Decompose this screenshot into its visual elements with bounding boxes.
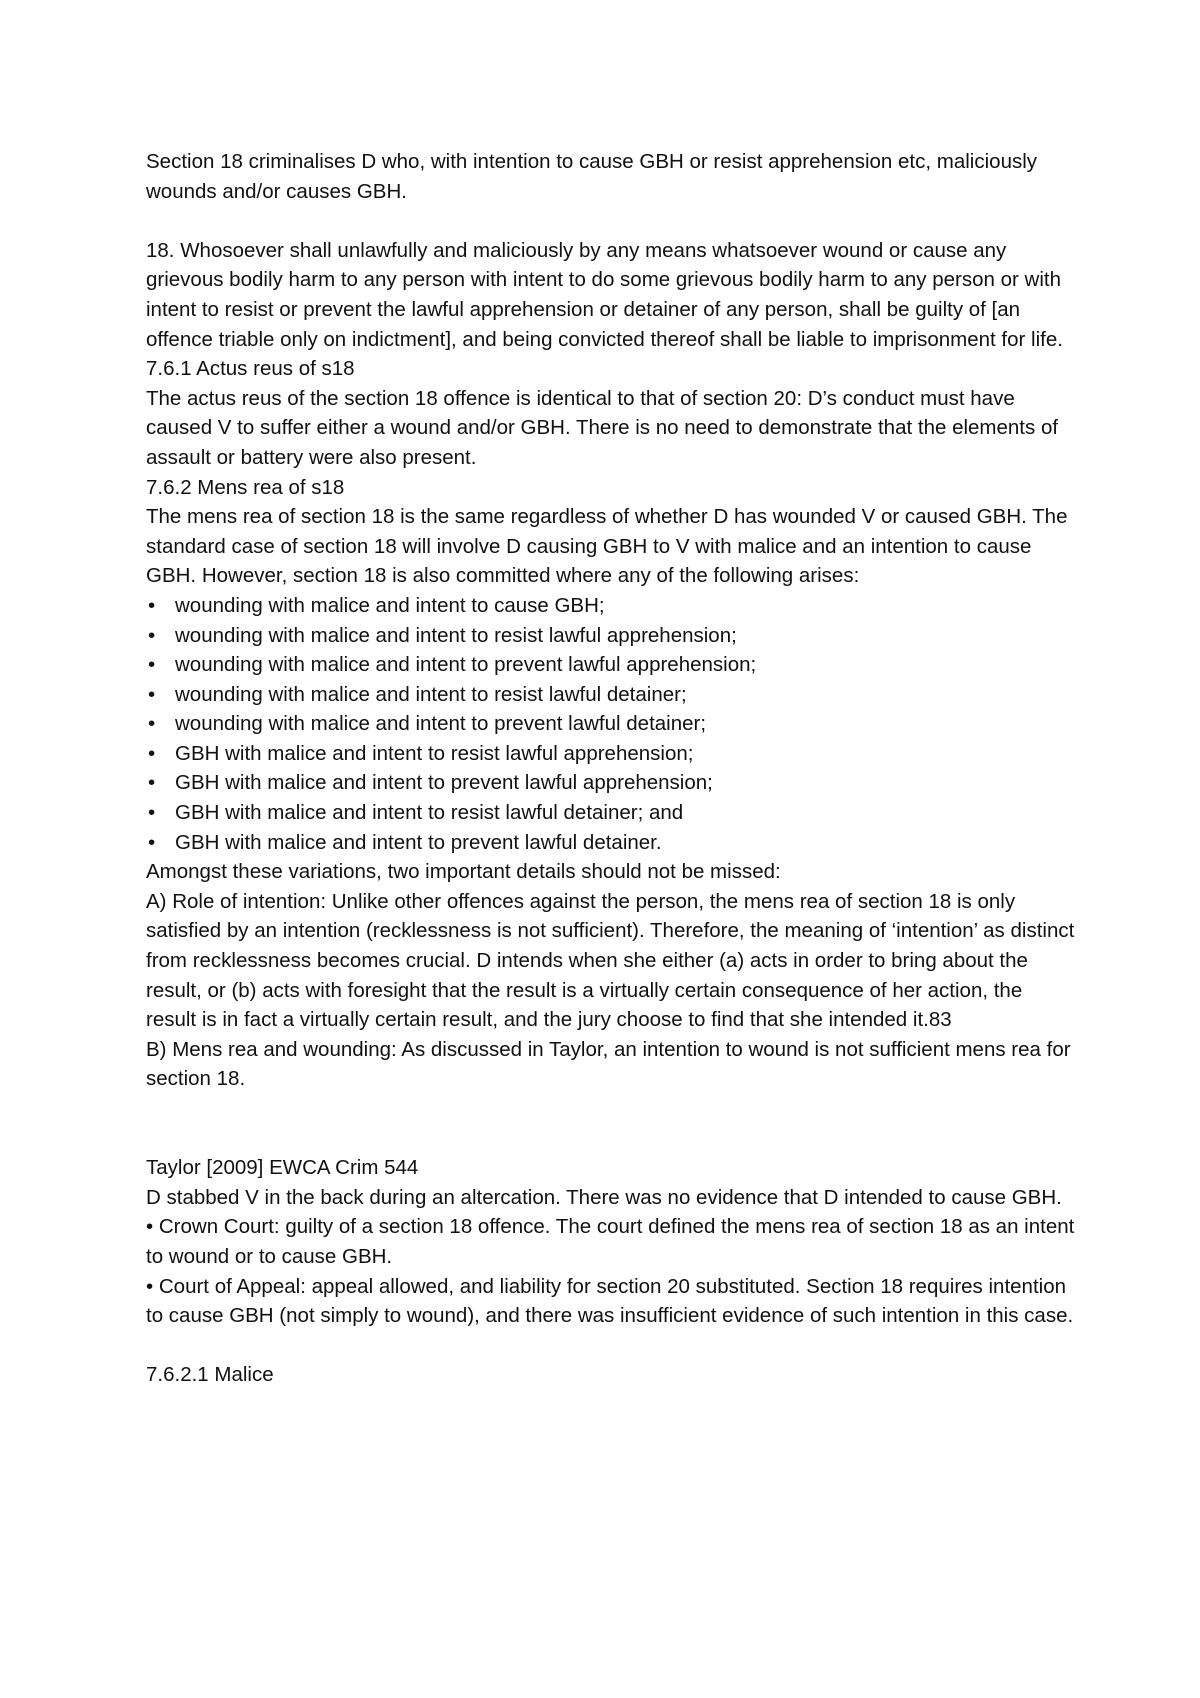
- list-item: • GBH with malice and intent to prevent lawful detainer.: [146, 828, 1076, 858]
- list-item: • GBH with malice and intent to resist lawful detainer; and: [146, 798, 1076, 828]
- actus-reus-heading: 7.6.1 Actus reus of s18: [146, 357, 355, 381]
- crown-court-text: • Crown Court: guilty of a section 18 offence. The court defined the mens rea of section 18 as an intent to wound or to cause GBH.: [146, 1215, 1075, 1268]
- case-title: Taylor [2009] EWCA Crim 544: [146, 1156, 419, 1180]
- list-item: • wounding with malice and intent to cause GBH;: [146, 591, 1076, 621]
- list-item: • GBH with malice and intent to prevent lawful apprehension;: [146, 768, 1076, 798]
- list-item: • wounding with malice and intent to resist lawful detainer;: [146, 680, 1076, 710]
- point-a-text: A) Role of intention: Unlike other offences against the person, the mens rea of section 18 is only satisfied by an intention (recklessness is not sufficient). Therefore, the meaning of ‘intention’ as distinct from recklessness becomes crucial. D intends when she either (a) acts in order to bring about the result, or (b) acts with foresight that the result is a virtually certain consequence of her action, the result is in fact a virtually certain result, and the jury choose to find that she intended it.83: [146, 889, 1075, 1032]
- amongst-text: Amongst these variations, two important details should not be missed:: [146, 860, 781, 884]
- list-item: • wounding with malice and intent to prevent lawful detainer;: [146, 709, 1076, 739]
- statute-text: 18. Whosoever shall unlawfully and maliciously by any means whatsoever wound or cause any grievous bodily harm to any person with intent to do some grievous bodily harm to any person or with intent to resist or prevent the lawful apprehension or detainer of any person, shall be guilty of [an offence triable only on indictment], and being convicted thereof shall be liable to imprisonment for life.: [146, 238, 1063, 351]
- point-b-text: B) Mens rea and wounding: As discussed in Taylor, an intention to wound is not sufficient mens rea for section 18.: [146, 1037, 1071, 1091]
- list-item: • wounding with malice and intent to prevent lawful apprehension;: [146, 650, 1076, 680]
- spacer: [146, 206, 1076, 236]
- mens-rea-heading: 7.6.2 Mens rea of s18: [146, 475, 345, 499]
- actus-reus-text: The actus reus of the section 18 offence is identical to that of section 20: D’s conduct must have caused V to suffer either a wound and/or GBH. There is no need to demonstrate that the elements of assault or battery were also present.: [146, 386, 1059, 469]
- document-body: [146, 147, 1076, 1390]
- spacer: [146, 1331, 1076, 1361]
- list-item: • GBH with malice and intent to resist lawful apprehension;: [146, 739, 1076, 769]
- variations-list: [146, 591, 1076, 857]
- spacer: [146, 1094, 1076, 1153]
- list-item: • wounding with malice and intent to resist lawful apprehension;: [146, 621, 1076, 651]
- case-facts: D stabbed V in the back during an altercation. There was no evidence that D intended to cause GBH.: [146, 1185, 1062, 1209]
- intro-paragraph: Section 18 criminalises D who, with intention to cause GBH or resist apprehension etc, maliciously wounds and/or causes GBH.: [146, 150, 1038, 203]
- court-of-appeal-text: • Court of Appeal: appeal allowed, and liability for section 20 substituted. Section 18 requires intention to cause GBH (not simply to wound), and there was insufficient evidence of such intention in this case.: [146, 1274, 1074, 1328]
- malice-heading: 7.6.2.1 Malice: [146, 1363, 274, 1387]
- mens-rea-text: The mens rea of section 18 is the same regardless of whether D has wounded V or caused GBH. The standard case of section 18 will involve D causing GBH to V with malice and an intention to cause GBH. However, section 18 is also committed where any of the following arises:: [146, 505, 1068, 588]
